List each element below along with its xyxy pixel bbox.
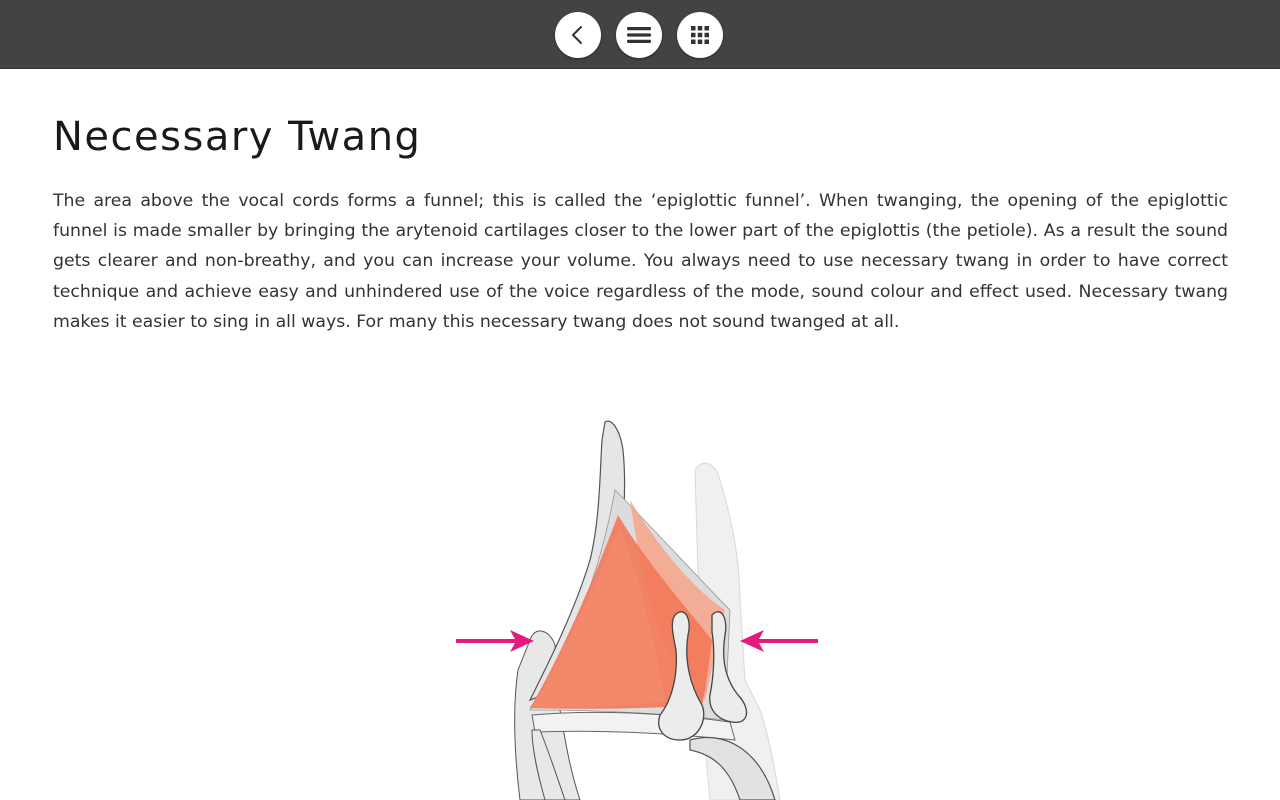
menu-button[interactable] (616, 12, 662, 58)
body-paragraph: The area above the vocal cords forms a funnel; this is called the ‘epiglottic funnel’. When twanging, the opening of the epiglottic funnel is made smaller by bringing the arytenoid cartilages closer to the lower part of the epiglottis (the petiole). As a result the sound gets clearer and non-breathy, and you can increase your volume. You always need to use necessary twang in order to have correct technique and achieve easy and unhindered use of the voice regardless of the mode, sound colour and effect used. Necessary twang makes it easier to sing in all ways. For many this necessary twang does not sound twanged at all. (53, 191, 1228, 332)
grid-button[interactable] (677, 12, 723, 58)
larynx-diagram (440, 410, 840, 800)
back-button[interactable] (555, 12, 601, 58)
larynx-illustration (440, 410, 840, 800)
top-toolbar (0, 0, 1280, 69)
grid-icon (690, 25, 710, 45)
hamburger-menu-icon (627, 25, 651, 45)
article (53, 110, 1228, 337)
chevron-left-icon (567, 24, 589, 46)
page-title: Necessary Twang (53, 114, 422, 160)
arrow-right-icon (740, 630, 818, 652)
arrow-left-icon (456, 630, 534, 652)
